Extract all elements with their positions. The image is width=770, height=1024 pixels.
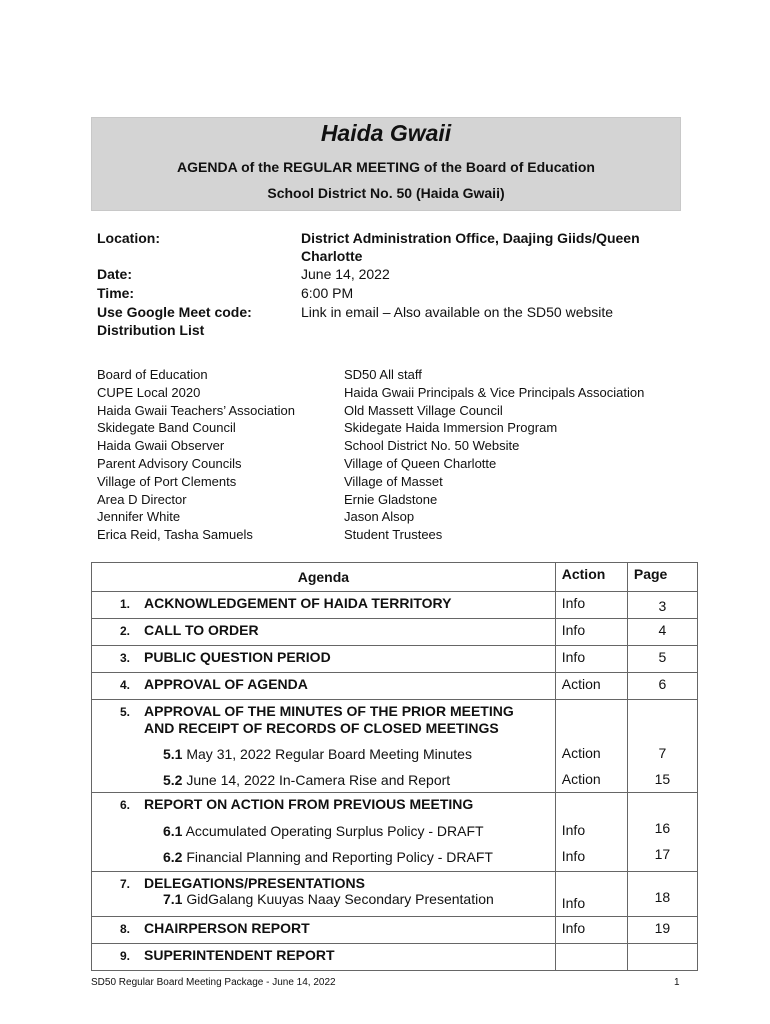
item-number: 6. — [120, 798, 131, 812]
item-title: APPROVAL OF AGENDA — [144, 676, 308, 692]
item-action: Info Info — [555, 793, 627, 872]
table-row — [92, 872, 698, 917]
location-label: Location: — [97, 230, 160, 246]
list-item: Haida Gwaii Teachers’ Association — [97, 402, 295, 418]
item-number: 4. — [120, 678, 131, 692]
item-action: Info — [555, 619, 627, 646]
agenda-table — [91, 562, 698, 971]
sub-item-number: 6.2 — [163, 849, 183, 865]
list-item: SD50 All staff — [344, 367, 422, 382]
list-item: Ernie Gladstone — [344, 491, 438, 507]
sub-item-title: GidGalang Kuuyas Naay Secondary Presentation — [186, 891, 494, 907]
sub-item-title: June 14, 2022 In-Camera Rise and Report — [186, 772, 451, 788]
list-item: Jennifer White — [97, 509, 181, 525]
item-title: SUPERINTENDENT REPORT — [144, 947, 335, 963]
time-value: 6:00 PM — [301, 285, 354, 301]
list-item: Village of Port Clements — [97, 473, 237, 489]
district-name: School District No. 50 (Haida Gwaii) — [267, 185, 505, 201]
item-action: Action — [555, 673, 627, 700]
sub-item-number: 5.2 — [163, 772, 183, 788]
time-label: Time: — [97, 285, 135, 301]
sub-item-title: May 31, 2022 Regular Board Meeting Minutes — [186, 746, 472, 762]
agenda-title: Agenda — [92, 563, 556, 592]
item-number: 2. — [120, 624, 131, 638]
item-number: 3. — [120, 651, 131, 665]
page-number: 1 — [674, 977, 680, 988]
location-value: District Administration Office, Daajing Giids/Queen — [301, 230, 640, 246]
item-page — [627, 944, 697, 971]
item-page: 19 — [627, 917, 697, 944]
footer-text: SD50 Regular Board Meeting Package - June 14, 2022 — [91, 977, 336, 988]
list-item: Jason Alsop — [344, 509, 415, 525]
sub-item-number: 5.1 — [163, 746, 183, 762]
list-item: Haida Gwaii Observer — [97, 438, 225, 454]
list-item: Erica Reid, Tasha Samuels — [97, 527, 253, 543]
action-header: Action — [555, 563, 627, 592]
item-action: Info — [555, 592, 627, 619]
item-page: 4 — [627, 619, 697, 646]
item-page: 3 — [627, 592, 697, 619]
date-value: June 14, 2022 — [301, 266, 390, 282]
item-page: 6 — [627, 673, 697, 700]
item-number: 9. — [120, 949, 131, 963]
distribution-list-left — [97, 366, 295, 544]
item-title: DELEGATIONS/PRESENTATIONS — [144, 875, 365, 891]
distribution-list-right — [344, 366, 644, 544]
item-title: ACKNOWLEDGEMENT OF HAIDA TERRITORY — [144, 595, 452, 611]
table-row — [92, 917, 698, 944]
list-item: Area D Director — [97, 491, 187, 507]
table-row — [92, 619, 698, 646]
item-action: Info — [555, 646, 627, 673]
meet-label: Use Google Meet code: — [97, 304, 252, 320]
list-item: Village of Queen Charlotte — [344, 455, 497, 471]
meet-value[interactable]: Link in email – Also available on the SD50 website — [301, 304, 614, 320]
item-action: Action Action — [555, 700, 627, 793]
sub-item-number: 6.1 — [163, 823, 183, 839]
list-item: Old Massett Village Council — [344, 402, 503, 418]
item-action: Info — [555, 872, 627, 917]
agenda-header-row — [92, 563, 698, 592]
item-title: CHAIRPERSON REPORT — [144, 920, 310, 936]
org-title: Haida Gwaii — [320, 120, 452, 146]
item-page: 16 17 — [627, 793, 697, 872]
item-title: REPORT ON ACTION FROM PREVIOUS MEETING — [144, 796, 474, 812]
item-action — [555, 944, 627, 971]
item-title: CALL TO ORDER — [144, 622, 259, 638]
table-row — [92, 944, 698, 971]
list-item: Parent Advisory Councils — [97, 455, 242, 471]
list-item: Skidegate Band Council — [97, 420, 236, 436]
item-number: 1. — [120, 597, 131, 611]
list-item: Board of Education — [97, 367, 208, 382]
item-page: 18 — [627, 872, 697, 917]
list-item: Village of Masset — [344, 473, 443, 489]
item-title: APPROVAL OF THE MINUTES OF THE PRIOR MEETING — [144, 703, 514, 719]
page-header: Page — [627, 563, 697, 592]
item-page: 7 15 — [627, 700, 697, 793]
item-number: 5. — [120, 705, 131, 719]
location-value-cont: Charlotte — [301, 248, 363, 264]
sub-item-number: 7.1 — [163, 891, 183, 907]
item-action: Info — [555, 917, 627, 944]
item-page: 5 — [627, 646, 697, 673]
header-banner — [91, 117, 681, 211]
list-item: Skidegate Haida Immersion Program — [344, 420, 558, 436]
table-row — [92, 646, 698, 673]
table-row — [92, 592, 698, 619]
list-item: Student Trustees — [344, 527, 443, 543]
item-title-cont: AND RECEIPT OF RECORDS OF CLOSED MEETINGS — [144, 720, 499, 736]
sub-item-title: Accumulated Operating Surplus Policy - DRAFT — [185, 823, 484, 839]
date-label: Date: — [97, 266, 133, 282]
table-row — [92, 700, 698, 793]
distribution-label: Distribution List — [97, 322, 205, 338]
item-number: 7. — [120, 877, 131, 891]
sub-item-title: Financial Planning and Reporting Policy - DRAFT — [186, 849, 493, 865]
item-number: 8. — [120, 922, 131, 936]
agenda-subtitle: AGENDA of the REGULAR MEETING of the Board of Education — [177, 159, 595, 175]
table-row — [92, 673, 698, 700]
list-item: School District No. 50 Website — [344, 438, 520, 454]
item-title: PUBLIC QUESTION PERIOD — [144, 649, 331, 665]
table-row — [92, 793, 698, 872]
list-item: CUPE Local 2020 — [97, 384, 201, 400]
list-item: Haida Gwaii Principals & Vice Principals Association — [344, 384, 645, 400]
